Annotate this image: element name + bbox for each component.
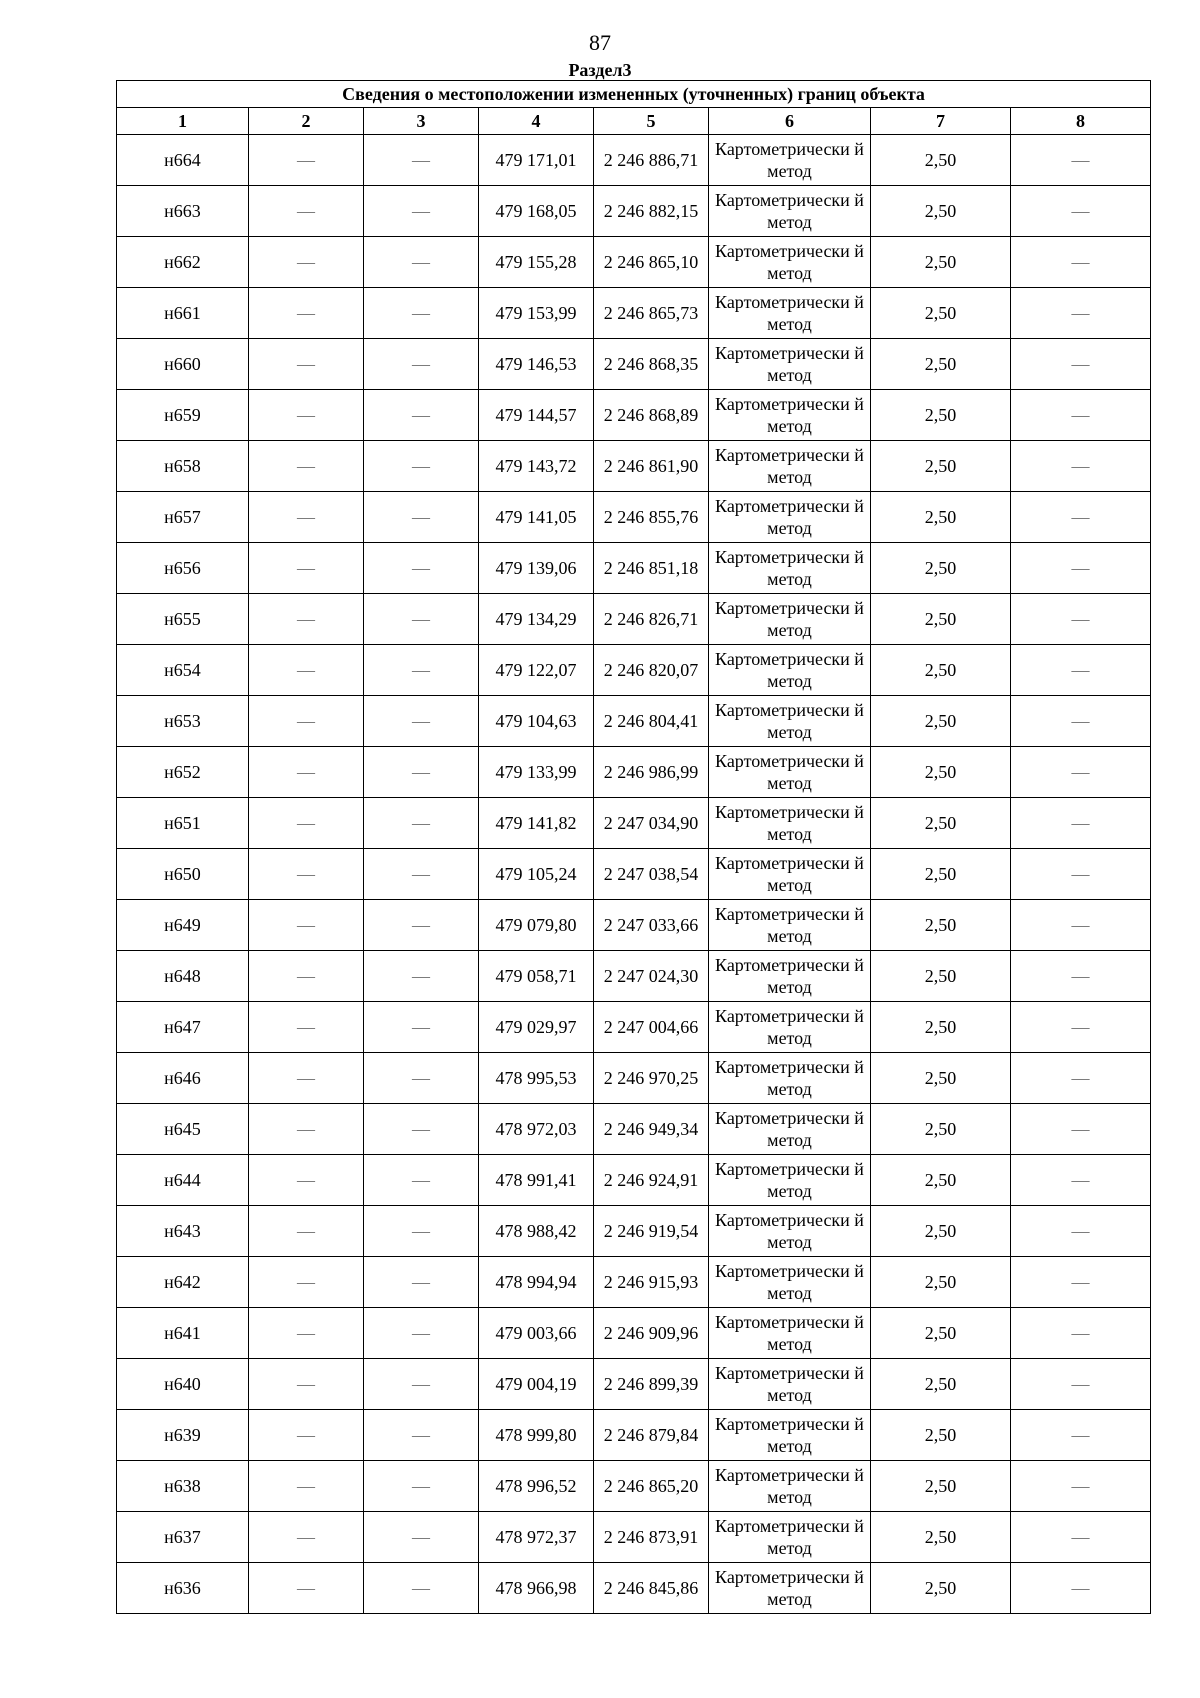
point-name-cell: н638 [117, 1461, 249, 1512]
method-cell: Картометрически й метод [709, 339, 871, 390]
method-cell: Картометрически й метод [709, 594, 871, 645]
method-cell: Картометрически й метод [709, 1359, 871, 1410]
accuracy-cell: 2,50 [871, 237, 1011, 288]
y-coordinate-cell: 2 246 915,93 [594, 1257, 709, 1308]
x-coordinate-cell: 479 146,53 [479, 339, 594, 390]
column-2-cell: — [249, 390, 364, 441]
method-cell: Картометрически й метод [709, 1461, 871, 1512]
table-row [117, 1563, 1151, 1614]
y-coordinate-cell: 2 247 033,66 [594, 900, 709, 951]
method-cell: Картометрически й метод [709, 390, 871, 441]
column-number-5: 5 [594, 108, 709, 135]
table-row [117, 645, 1151, 696]
column-3-cell: — [364, 390, 479, 441]
column-2-cell: — [249, 1359, 364, 1410]
column-2-cell: — [249, 543, 364, 594]
column-2-cell: — [249, 747, 364, 798]
y-coordinate-cell: 2 247 034,90 [594, 798, 709, 849]
y-coordinate-cell: 2 246 949,34 [594, 1104, 709, 1155]
column-2-cell: — [249, 135, 364, 186]
x-coordinate-cell: 479 168,05 [479, 186, 594, 237]
point-name-cell: н641 [117, 1308, 249, 1359]
column-3-cell: — [364, 1512, 479, 1563]
column-3-cell: — [364, 696, 479, 747]
accuracy-cell: 2,50 [871, 135, 1011, 186]
column-8-cell: — [1011, 951, 1151, 1002]
table-row [117, 900, 1151, 951]
x-coordinate-cell: 479 105,24 [479, 849, 594, 900]
method-cell: Картометрически й метод [709, 798, 871, 849]
point-name-cell: н636 [117, 1563, 249, 1614]
y-coordinate-cell: 2 246 909,96 [594, 1308, 709, 1359]
table-row [117, 441, 1151, 492]
column-2-cell: — [249, 492, 364, 543]
method-cell: Картометрически й метод [709, 1512, 871, 1563]
method-cell: Картометрически й метод [709, 1104, 871, 1155]
column-2-cell: — [249, 1308, 364, 1359]
table-row [117, 951, 1151, 1002]
column-3-cell: — [364, 135, 479, 186]
column-8-cell: — [1011, 1359, 1151, 1410]
column-number-7: 7 [871, 108, 1011, 135]
x-coordinate-cell: 479 139,06 [479, 543, 594, 594]
point-name-cell: н653 [117, 696, 249, 747]
column-8-cell: — [1011, 186, 1151, 237]
column-3-cell: — [364, 1410, 479, 1461]
x-coordinate-cell: 479 029,97 [479, 1002, 594, 1053]
method-cell: Картометрически й метод [709, 1155, 871, 1206]
method-cell: Картометрически й метод [709, 951, 871, 1002]
x-coordinate-cell: 479 171,01 [479, 135, 594, 186]
column-3-cell: — [364, 1461, 479, 1512]
y-coordinate-cell: 2 246 879,84 [594, 1410, 709, 1461]
accuracy-cell: 2,50 [871, 543, 1011, 594]
y-coordinate-cell: 2 246 861,90 [594, 441, 709, 492]
method-cell: Картометрически й метод [709, 1257, 871, 1308]
table-row [117, 1002, 1151, 1053]
column-3-cell: — [364, 1563, 479, 1614]
table-row [117, 1104, 1151, 1155]
x-coordinate-cell: 478 988,42 [479, 1206, 594, 1257]
column-8-cell: — [1011, 1155, 1151, 1206]
method-cell: Картометрически й метод [709, 1206, 871, 1257]
y-coordinate-cell: 2 247 004,66 [594, 1002, 709, 1053]
y-coordinate-cell: 2 246 826,71 [594, 594, 709, 645]
column-2-cell: — [249, 951, 364, 1002]
y-coordinate-cell: 2 246 851,18 [594, 543, 709, 594]
table-row [117, 135, 1151, 186]
point-name-cell: н654 [117, 645, 249, 696]
column-8-cell: — [1011, 288, 1151, 339]
x-coordinate-cell: 478 994,94 [479, 1257, 594, 1308]
y-coordinate-cell: 2 246 804,41 [594, 696, 709, 747]
column-3-cell: — [364, 1257, 479, 1308]
x-coordinate-cell: 479 155,28 [479, 237, 594, 288]
column-3-cell: — [364, 339, 479, 390]
point-name-cell: н659 [117, 390, 249, 441]
column-3-cell: — [364, 1308, 479, 1359]
column-3-cell: — [364, 1104, 479, 1155]
accuracy-cell: 2,50 [871, 1104, 1011, 1155]
accuracy-cell: 2,50 [871, 1257, 1011, 1308]
column-2-cell: — [249, 1053, 364, 1104]
point-name-cell: н647 [117, 1002, 249, 1053]
column-2-cell: — [249, 288, 364, 339]
x-coordinate-cell: 478 972,03 [479, 1104, 594, 1155]
accuracy-cell: 2,50 [871, 288, 1011, 339]
accuracy-cell: 2,50 [871, 1155, 1011, 1206]
column-8-cell: — [1011, 645, 1151, 696]
point-name-cell: н640 [117, 1359, 249, 1410]
column-2-cell: — [249, 186, 364, 237]
accuracy-cell: 2,50 [871, 1563, 1011, 1614]
table-row [117, 288, 1151, 339]
column-2-cell: — [249, 798, 364, 849]
accuracy-cell: 2,50 [871, 1206, 1011, 1257]
x-coordinate-cell: 479 122,07 [479, 645, 594, 696]
x-coordinate-cell: 479 003,66 [479, 1308, 594, 1359]
table-row [117, 1155, 1151, 1206]
y-coordinate-cell: 2 246 924,91 [594, 1155, 709, 1206]
method-cell: Картометрически й метод [709, 1308, 871, 1359]
method-cell: Картометрически й метод [709, 543, 871, 594]
point-name-cell: н643 [117, 1206, 249, 1257]
column-number-3: 3 [364, 108, 479, 135]
column-3-cell: — [364, 441, 479, 492]
y-coordinate-cell: 2 246 986,99 [594, 747, 709, 798]
y-coordinate-cell: 2 247 024,30 [594, 951, 709, 1002]
column-8-cell: — [1011, 1461, 1151, 1512]
method-cell: Картометрически й метод [709, 492, 871, 543]
column-8-cell: — [1011, 339, 1151, 390]
column-2-cell: — [249, 696, 364, 747]
x-coordinate-cell: 478 972,37 [479, 1512, 594, 1563]
method-cell: Картометрически й метод [709, 1053, 871, 1104]
column-2-cell: — [249, 339, 364, 390]
x-coordinate-cell: 478 995,53 [479, 1053, 594, 1104]
table-row [117, 1359, 1151, 1410]
column-3-cell: — [364, 1359, 479, 1410]
method-cell: Картометрически й метод [709, 1002, 871, 1053]
x-coordinate-cell: 478 966,98 [479, 1563, 594, 1614]
column-2-cell: — [249, 1461, 364, 1512]
column-2-cell: — [249, 441, 364, 492]
point-name-cell: н646 [117, 1053, 249, 1104]
table-row [117, 186, 1151, 237]
x-coordinate-cell: 479 104,63 [479, 696, 594, 747]
method-cell: Картометрически й метод [709, 747, 871, 798]
column-2-cell: — [249, 1002, 364, 1053]
point-name-cell: н657 [117, 492, 249, 543]
column-3-cell: — [364, 543, 479, 594]
x-coordinate-cell: 478 996,52 [479, 1461, 594, 1512]
column-number-1: 1 [117, 108, 249, 135]
y-coordinate-cell: 2 246 919,54 [594, 1206, 709, 1257]
column-2-cell: — [249, 645, 364, 696]
column-2-cell: — [249, 1155, 364, 1206]
accuracy-cell: 2,50 [871, 696, 1011, 747]
x-coordinate-cell: 479 141,05 [479, 492, 594, 543]
y-coordinate-cell: 2 246 845,86 [594, 1563, 709, 1614]
accuracy-cell: 2,50 [871, 594, 1011, 645]
column-number-row [117, 108, 1151, 135]
column-3-cell: — [364, 237, 479, 288]
point-name-cell: н663 [117, 186, 249, 237]
column-2-cell: — [249, 1206, 364, 1257]
x-coordinate-cell: 479 004,19 [479, 1359, 594, 1410]
coordinates-table [116, 80, 1151, 1614]
accuracy-cell: 2,50 [871, 1308, 1011, 1359]
point-name-cell: н651 [117, 798, 249, 849]
point-name-cell: н639 [117, 1410, 249, 1461]
column-3-cell: — [364, 1206, 479, 1257]
accuracy-cell: 2,50 [871, 747, 1011, 798]
column-3-cell: — [364, 594, 479, 645]
table-row [117, 492, 1151, 543]
accuracy-cell: 2,50 [871, 186, 1011, 237]
table-row [117, 390, 1151, 441]
accuracy-cell: 2,50 [871, 1461, 1011, 1512]
column-8-cell: — [1011, 1512, 1151, 1563]
table-row [117, 747, 1151, 798]
table-body [117, 135, 1151, 1614]
column-8-cell: — [1011, 1104, 1151, 1155]
column-8-cell: — [1011, 849, 1151, 900]
point-name-cell: н649 [117, 900, 249, 951]
column-2-cell: — [249, 1257, 364, 1308]
column-3-cell: — [364, 900, 479, 951]
point-name-cell: н664 [117, 135, 249, 186]
column-3-cell: — [364, 951, 479, 1002]
table-row [117, 1461, 1151, 1512]
method-cell: Картометрически й метод [709, 696, 871, 747]
table-row [117, 237, 1151, 288]
method-cell: Картометрически й метод [709, 900, 871, 951]
x-coordinate-cell: 479 058,71 [479, 951, 594, 1002]
column-3-cell: — [364, 747, 479, 798]
point-name-cell: н662 [117, 237, 249, 288]
point-name-cell: н655 [117, 594, 249, 645]
accuracy-cell: 2,50 [871, 441, 1011, 492]
column-2-cell: — [249, 1410, 364, 1461]
point-name-cell: н658 [117, 441, 249, 492]
y-coordinate-cell: 2 246 970,25 [594, 1053, 709, 1104]
method-cell: Картометрически й метод [709, 645, 871, 696]
column-2-cell: — [249, 594, 364, 645]
accuracy-cell: 2,50 [871, 645, 1011, 696]
method-cell: Картометрически й метод [709, 441, 871, 492]
accuracy-cell: 2,50 [871, 951, 1011, 1002]
column-3-cell: — [364, 288, 479, 339]
point-name-cell: н656 [117, 543, 249, 594]
column-2-cell: — [249, 237, 364, 288]
y-coordinate-cell: 2 246 899,39 [594, 1359, 709, 1410]
column-number-6: 6 [709, 108, 871, 135]
column-3-cell: — [364, 1002, 479, 1053]
method-cell: Картометрически й метод [709, 288, 871, 339]
column-8-cell: — [1011, 747, 1151, 798]
table-row [117, 339, 1151, 390]
page-number: 87 [589, 30, 611, 55]
y-coordinate-cell: 2 247 038,54 [594, 849, 709, 900]
accuracy-cell: 2,50 [871, 339, 1011, 390]
point-name-cell: н637 [117, 1512, 249, 1563]
accuracy-cell: 2,50 [871, 390, 1011, 441]
x-coordinate-cell: 479 134,29 [479, 594, 594, 645]
x-coordinate-cell: 479 144,57 [479, 390, 594, 441]
x-coordinate-cell: 479 079,80 [479, 900, 594, 951]
table-row [117, 849, 1151, 900]
column-number-8: 8 [1011, 108, 1151, 135]
point-name-cell: н660 [117, 339, 249, 390]
x-coordinate-cell: 478 999,80 [479, 1410, 594, 1461]
column-8-cell: — [1011, 1410, 1151, 1461]
y-coordinate-cell: 2 246 873,91 [594, 1512, 709, 1563]
method-cell: Картометрически й метод [709, 849, 871, 900]
y-coordinate-cell: 2 246 865,10 [594, 237, 709, 288]
column-3-cell: — [364, 798, 479, 849]
point-name-cell: н652 [117, 747, 249, 798]
method-cell: Картометрически й метод [709, 1563, 871, 1614]
column-8-cell: — [1011, 237, 1151, 288]
table-row [117, 1512, 1151, 1563]
accuracy-cell: 2,50 [871, 900, 1011, 951]
column-2-cell: — [249, 1563, 364, 1614]
accuracy-cell: 2,50 [871, 1359, 1011, 1410]
table-row [117, 1410, 1151, 1461]
accuracy-cell: 2,50 [871, 492, 1011, 543]
column-3-cell: — [364, 849, 479, 900]
column-number-4: 4 [479, 108, 594, 135]
table-row [117, 594, 1151, 645]
column-3-cell: — [364, 492, 479, 543]
column-2-cell: — [249, 1104, 364, 1155]
y-coordinate-cell: 2 246 882,15 [594, 186, 709, 237]
x-coordinate-cell: 478 991,41 [479, 1155, 594, 1206]
section-title: Раздел3 [568, 60, 632, 80]
y-coordinate-cell: 2 246 886,71 [594, 135, 709, 186]
column-3-cell: — [364, 1155, 479, 1206]
column-3-cell: — [364, 645, 479, 696]
point-name-cell: н650 [117, 849, 249, 900]
accuracy-cell: 2,50 [871, 849, 1011, 900]
method-cell: Картометрически й метод [709, 186, 871, 237]
column-8-cell: — [1011, 594, 1151, 645]
point-name-cell: н644 [117, 1155, 249, 1206]
table-row [117, 798, 1151, 849]
table-caption: Сведения о местоположении измененных (уточненных) границ объекта [117, 81, 1151, 108]
point-name-cell: н645 [117, 1104, 249, 1155]
table-row [117, 543, 1151, 594]
column-2-cell: — [249, 1512, 364, 1563]
y-coordinate-cell: 2 246 855,76 [594, 492, 709, 543]
column-8-cell: — [1011, 900, 1151, 951]
y-coordinate-cell: 2 246 865,20 [594, 1461, 709, 1512]
column-2-cell: — [249, 849, 364, 900]
column-3-cell: — [364, 186, 479, 237]
column-8-cell: — [1011, 1308, 1151, 1359]
column-8-cell: — [1011, 798, 1151, 849]
accuracy-cell: 2,50 [871, 1512, 1011, 1563]
column-8-cell: — [1011, 1563, 1151, 1614]
method-cell: Картометрически й метод [709, 1410, 871, 1461]
x-coordinate-cell: 479 141,82 [479, 798, 594, 849]
column-2-cell: — [249, 900, 364, 951]
point-name-cell: н661 [117, 288, 249, 339]
y-coordinate-cell: 2 246 865,73 [594, 288, 709, 339]
column-8-cell: — [1011, 1206, 1151, 1257]
column-3-cell: — [364, 1053, 479, 1104]
column-8-cell: — [1011, 696, 1151, 747]
method-cell: Картометрически й метод [709, 135, 871, 186]
table-row [117, 1308, 1151, 1359]
column-8-cell: — [1011, 135, 1151, 186]
table-row [117, 696, 1151, 747]
accuracy-cell: 2,50 [871, 1002, 1011, 1053]
column-number-2: 2 [249, 108, 364, 135]
column-8-cell: — [1011, 492, 1151, 543]
y-coordinate-cell: 2 246 868,35 [594, 339, 709, 390]
column-8-cell: — [1011, 543, 1151, 594]
x-coordinate-cell: 479 153,99 [479, 288, 594, 339]
y-coordinate-cell: 2 246 820,07 [594, 645, 709, 696]
column-8-cell: — [1011, 1257, 1151, 1308]
table-row [117, 1257, 1151, 1308]
column-8-cell: — [1011, 1002, 1151, 1053]
x-coordinate-cell: 479 143,72 [479, 441, 594, 492]
point-name-cell: н642 [117, 1257, 249, 1308]
table-row [117, 1053, 1151, 1104]
table-row [117, 1206, 1151, 1257]
point-name-cell: н648 [117, 951, 249, 1002]
accuracy-cell: 2,50 [871, 798, 1011, 849]
method-cell: Картометрически й метод [709, 237, 871, 288]
y-coordinate-cell: 2 246 868,89 [594, 390, 709, 441]
column-8-cell: — [1011, 441, 1151, 492]
column-8-cell: — [1011, 1053, 1151, 1104]
accuracy-cell: 2,50 [871, 1053, 1011, 1104]
column-8-cell: — [1011, 390, 1151, 441]
x-coordinate-cell: 479 133,99 [479, 747, 594, 798]
accuracy-cell: 2,50 [871, 1410, 1011, 1461]
